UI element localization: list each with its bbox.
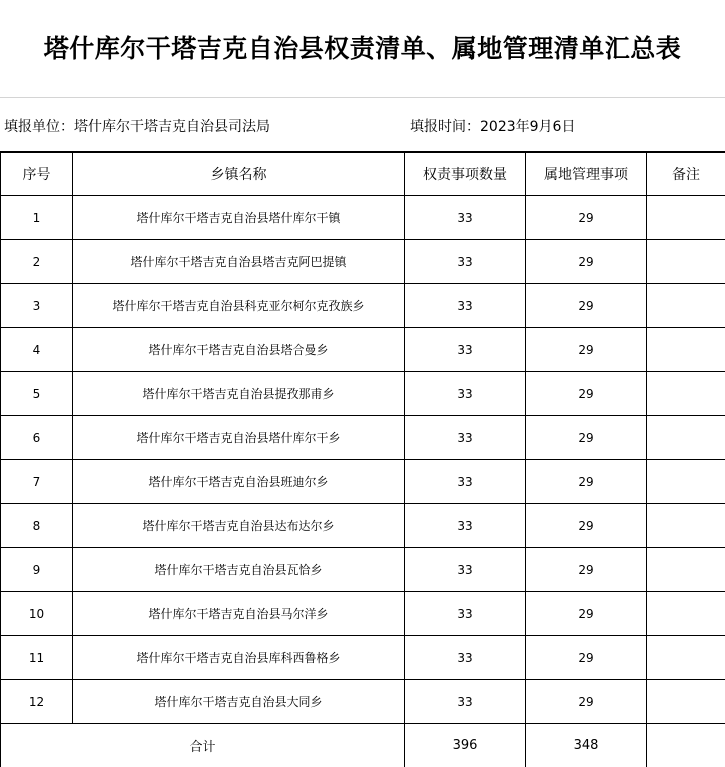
cell-remark <box>647 196 725 240</box>
total-remark <box>647 724 725 767</box>
cell-quanze: 33 <box>405 416 526 460</box>
header-name: 乡镇名称 <box>73 153 405 196</box>
cell-shudi: 29 <box>526 636 647 680</box>
cell-no: 12 <box>1 680 73 724</box>
title-area <box>0 0 725 98</box>
filler-info-row <box>0 98 725 152</box>
cell-shudi: 29 <box>526 240 647 284</box>
cell-remark <box>647 328 725 372</box>
cell-name: 塔什库尔干塔吉克自治县塔吉克阿巴提镇 <box>73 240 405 284</box>
cell-no: 11 <box>1 636 73 680</box>
table-row <box>1 372 725 416</box>
cell-remark <box>647 680 725 724</box>
table-row <box>1 592 725 636</box>
cell-remark <box>647 592 725 636</box>
cell-no: 10 <box>1 592 73 636</box>
table-row <box>1 328 725 372</box>
filler-time: 填报时间：2023年9月6日 <box>410 119 576 135</box>
total-shudi: 348 <box>526 724 647 767</box>
header-quanze: 权责事项数量 <box>405 153 526 196</box>
header-no: 序号 <box>1 153 73 196</box>
cell-no: 6 <box>1 416 73 460</box>
total-quanze: 396 <box>405 724 526 767</box>
cell-shudi: 29 <box>526 504 647 548</box>
cell-quanze: 33 <box>405 328 526 372</box>
cell-quanze: 33 <box>405 460 526 504</box>
table-row <box>1 240 725 284</box>
cell-name: 塔什库尔干塔吉克自治县大同乡 <box>73 680 405 724</box>
cell-shudi: 29 <box>526 460 647 504</box>
cell-quanze: 33 <box>405 284 526 328</box>
cell-quanze: 33 <box>405 240 526 284</box>
summary-table <box>0 152 725 767</box>
cell-name: 塔什库尔干塔吉克自治县塔合曼乡 <box>73 328 405 372</box>
cell-quanze: 33 <box>405 680 526 724</box>
cell-quanze: 33 <box>405 592 526 636</box>
cell-quanze: 33 <box>405 504 526 548</box>
table-row <box>1 636 725 680</box>
cell-remark <box>647 548 725 592</box>
cell-no: 7 <box>1 460 73 504</box>
cell-name: 塔什库尔干塔吉克自治县提孜那甫乡 <box>73 372 405 416</box>
cell-name: 塔什库尔干塔吉克自治县瓦恰乡 <box>73 548 405 592</box>
cell-quanze: 33 <box>405 636 526 680</box>
cell-name: 塔什库尔干塔吉克自治县达布达尔乡 <box>73 504 405 548</box>
cell-remark <box>647 636 725 680</box>
cell-name: 塔什库尔干塔吉克自治县班迪尔乡 <box>73 460 405 504</box>
cell-quanze: 33 <box>405 548 526 592</box>
cell-remark <box>647 240 725 284</box>
table-row <box>1 416 725 460</box>
cell-no: 3 <box>1 284 73 328</box>
cell-name: 塔什库尔干塔吉克自治县科克亚尔柯尔克孜族乡 <box>73 284 405 328</box>
cell-remark <box>647 284 725 328</box>
cell-shudi: 29 <box>526 372 647 416</box>
cell-remark <box>647 504 725 548</box>
total-label: 合计 <box>1 724 405 767</box>
cell-shudi: 29 <box>526 592 647 636</box>
header-shudi: 属地管理事项 <box>526 153 647 196</box>
cell-quanze: 33 <box>405 196 526 240</box>
cell-name: 塔什库尔干塔吉克自治县库科西鲁格乡 <box>73 636 405 680</box>
cell-shudi: 29 <box>526 548 647 592</box>
cell-no: 1 <box>1 196 73 240</box>
cell-remark <box>647 460 725 504</box>
table-row <box>1 504 725 548</box>
table-row <box>1 460 725 504</box>
page-title: 塔什库尔干塔吉克自治县权责清单、属地管理清单汇总表 <box>43 34 682 63</box>
cell-no: 8 <box>1 504 73 548</box>
cell-name: 塔什库尔干塔吉克自治县塔什库尔干镇 <box>73 196 405 240</box>
cell-remark <box>647 416 725 460</box>
table-row <box>1 548 725 592</box>
cell-name: 塔什库尔干塔吉克自治县塔什库尔干乡 <box>73 416 405 460</box>
table-row <box>1 680 725 724</box>
cell-shudi: 29 <box>526 416 647 460</box>
table-row <box>1 284 725 328</box>
cell-quanze: 33 <box>405 372 526 416</box>
total-row <box>1 724 725 767</box>
cell-no: 5 <box>1 372 73 416</box>
cell-shudi: 29 <box>526 680 647 724</box>
table-header-row <box>1 153 725 196</box>
cell-shudi: 29 <box>526 284 647 328</box>
table-row <box>1 196 725 240</box>
cell-remark <box>647 372 725 416</box>
filler-unit: 填报单位：塔什库尔干塔吉克自治县司法局 <box>4 119 270 135</box>
cell-no: 4 <box>1 328 73 372</box>
cell-shudi: 29 <box>526 328 647 372</box>
cell-no: 9 <box>1 548 73 592</box>
cell-no: 2 <box>1 240 73 284</box>
cell-name: 塔什库尔干塔吉克自治县马尔洋乡 <box>73 592 405 636</box>
header-remark: 备注 <box>647 153 725 196</box>
cell-shudi: 29 <box>526 196 647 240</box>
